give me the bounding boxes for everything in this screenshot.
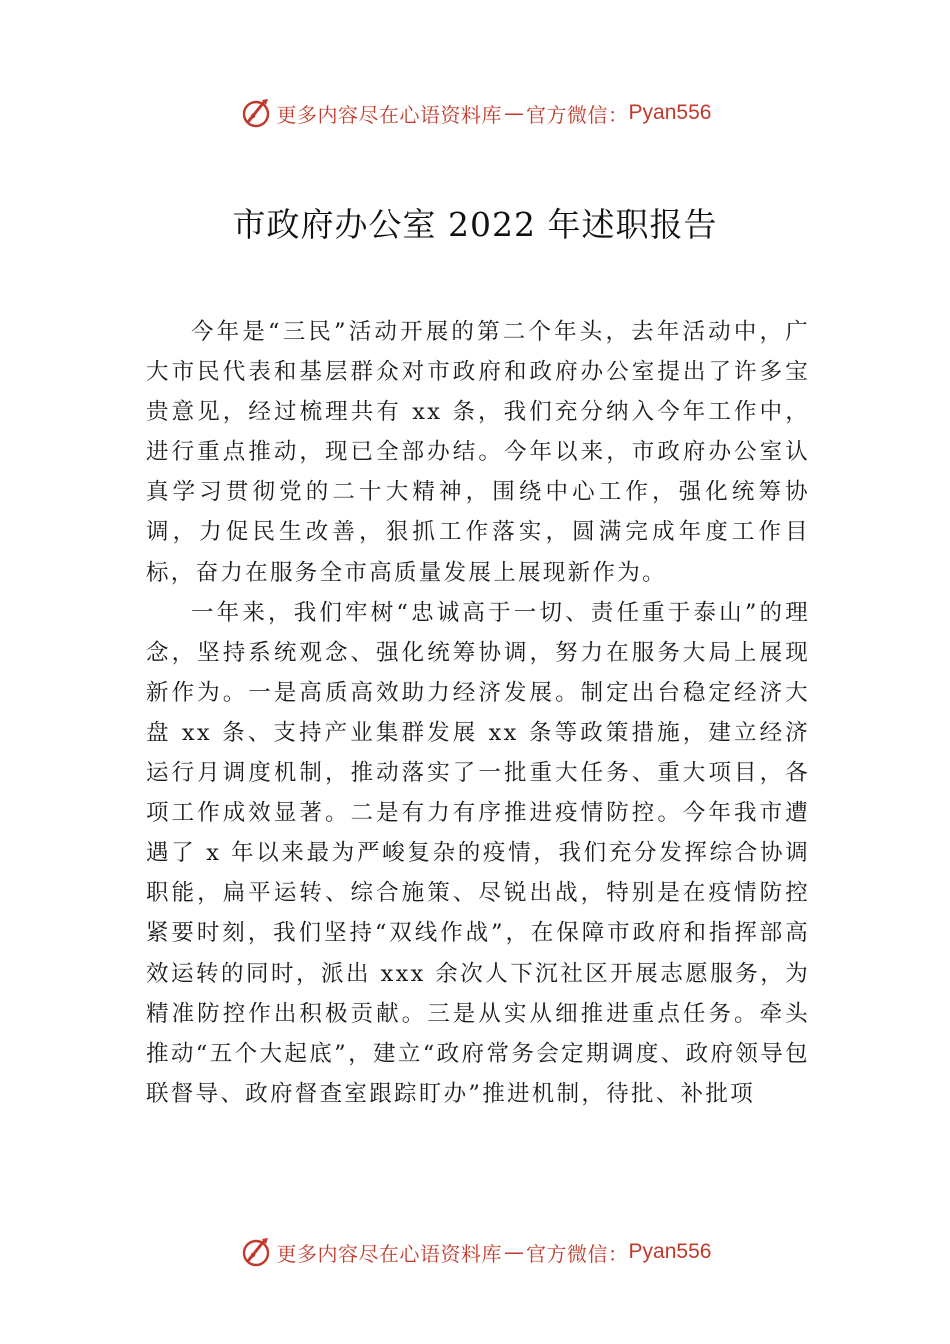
document-body [146, 312, 810, 1114]
footer-watermark [0, 1232, 950, 1272]
paragraph-2: 一年来，我们牢树“忠诚高于一切、责任重于泰山”的理念，坚持系统观念、强化统筹协调，努力在服务大局上展现新作为。一是高质高效助力经济发展。制定出台稳定经济大盘 xx 条、支持产业集群发展 xx 条等政策措施，建立经济运行月调度机制，推动落实了一批重大任务、重大项目，各项工作成效显著。二是有力有序推进疫情防控。今年我市遭遇了 x 年以来最为严峻复杂的疫情，我们充分发挥综合协调职能，扁平运转、综合施策、尽锐出战，特别是在疫情防控紧要时刻，我们坚持“双线作战”，在保障市政府和指挥部高效运转的同时，派出 xxx 余次人下沉社区开展志愿服务，为精准防控作出积极贡献。三是从实从细推进重点任务。牵头推动“五个大起底”，建立“政府常务会定期调度、政府领导包联督导、政府督查室跟踪盯办”推进机制，待批、补批项 [146, 599, 810, 1107]
watermark-handle: Pyan556 [628, 101, 712, 124]
watermark-handle: Pyan556 [628, 1240, 712, 1263]
watermark-text: 更多内容尽在心语资料库 [276, 102, 503, 127]
pen-logo-icon [239, 96, 273, 130]
watermark-text: 更多内容尽在心语资料库 [276, 1241, 503, 1266]
paragraph-1: 今年是“三民”活动开展的第二个年头，去年活动中，广大市民代表和基层群众对市政府和政府办公室提出了许多宝贵意见，经过梳理共有 xx 条，我们充分纳入今年工作中，进行重点推动，现已全部办结。今年以来，市政府办公室认真学习贯彻党的二十大精神，围绕中心工作，强化统筹协调，力促民生改善，狠抓工作落实，圆满完成年度工作目标，奋力在服务全市高质量发展上展现新作为。 [146, 319, 810, 586]
watermark-label: 官方微信： [526, 1241, 629, 1266]
watermark-label: 官方微信： [526, 102, 629, 127]
watermark-dash: — [504, 1240, 525, 1264]
watermark-dash: — [504, 101, 525, 125]
document-title: 市政府办公室 2022 年述职报告 [232, 205, 718, 244]
header-watermark [0, 93, 950, 133]
pen-logo-icon [239, 1235, 273, 1269]
